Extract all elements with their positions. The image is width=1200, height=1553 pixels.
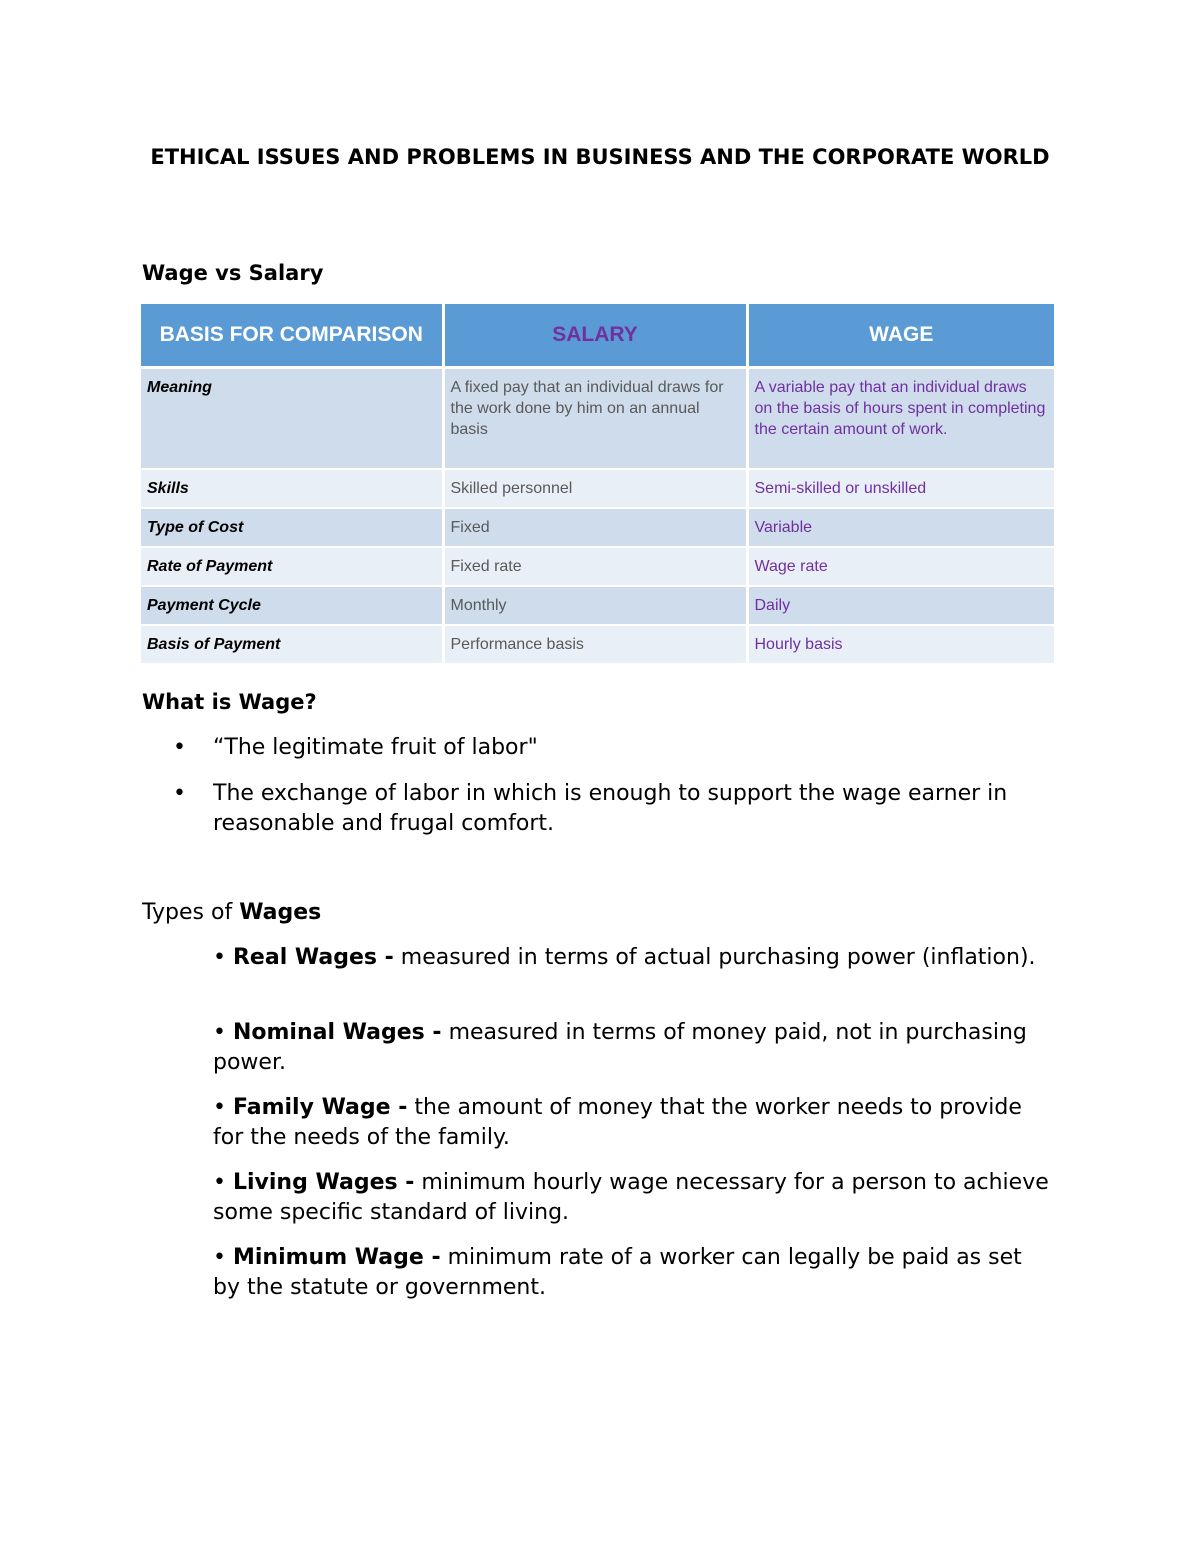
types-heading-prefix: Types of xyxy=(142,900,240,925)
bullet-icon: • xyxy=(213,1170,226,1195)
list-item xyxy=(213,1168,1053,1228)
wage-cell: Variable xyxy=(747,508,1054,547)
salary-cell: A fixed pay that an individual draws for the work done by him on an annual basis xyxy=(443,368,747,469)
type-term: Nominal Wages - xyxy=(232,1020,442,1045)
comparison-heading: Wage vs Salary xyxy=(142,261,324,285)
bullet-icon: • xyxy=(213,945,226,970)
list-item: “The legitimate fruit of labor" xyxy=(213,735,538,760)
list-item xyxy=(213,1093,1053,1153)
type-description: measured in terms of money paid, not in purchasing power. xyxy=(213,1020,1027,1075)
table-row xyxy=(141,625,1054,664)
type-description: the amount of money that the worker needs to provide for the needs of the family. xyxy=(213,1095,1022,1150)
type-term: Living Wages - xyxy=(232,1170,415,1195)
bullet-icon: • xyxy=(213,1245,226,1270)
salary-cell: Fixed rate xyxy=(443,547,747,586)
table-header-row xyxy=(141,304,1054,368)
list-item xyxy=(213,943,1053,973)
types-heading xyxy=(142,898,321,928)
basis-cell: Basis of Payment xyxy=(141,625,443,664)
type-term: Family Wage - xyxy=(232,1095,408,1120)
salary-cell: Skilled personnel xyxy=(443,469,747,508)
wage-cell: Hourly basis xyxy=(747,625,1054,664)
types-heading-bold: Wages xyxy=(239,900,322,925)
header-wage: WAGE xyxy=(747,304,1054,368)
basis-cell: Meaning xyxy=(141,368,443,469)
list-item: The exchange of labor in which is enough to support the wage earner in reasonable and frugal comfort. xyxy=(213,781,1008,836)
list-item xyxy=(213,1018,1053,1078)
list-item xyxy=(213,1243,1053,1303)
bullet-icon: • xyxy=(173,781,186,806)
table-row xyxy=(141,586,1054,625)
what-is-wage-heading: What is Wage? xyxy=(142,690,317,714)
table-row xyxy=(141,547,1054,586)
document-title: ETHICAL ISSUES AND PROBLEMS IN BUSINESS AND THE CORPORATE WORLD xyxy=(150,145,1050,169)
type-term: Minimum Wage - xyxy=(232,1245,441,1270)
type-description: minimum hourly wage necessary for a person to achieve some specific standard of living. xyxy=(213,1170,1049,1225)
type-term: Real Wages - xyxy=(232,945,394,970)
table-row xyxy=(141,368,1054,469)
type-description: minimum rate of a worker can legally be paid as set by the statute or government. xyxy=(213,1245,1022,1300)
basis-cell: Payment Cycle xyxy=(141,586,443,625)
wage-cell: Wage rate xyxy=(747,547,1054,586)
bullet-icon: • xyxy=(173,735,186,760)
table-row xyxy=(141,508,1054,547)
table-row xyxy=(141,469,1054,508)
bullet-icon: • xyxy=(213,1020,226,1045)
comparison-table xyxy=(141,304,1054,665)
salary-cell: Monthly xyxy=(443,586,747,625)
basis-cell: Skills xyxy=(141,469,443,508)
wage-cell: Daily xyxy=(747,586,1054,625)
salary-cell: Performance basis xyxy=(443,625,747,664)
header-salary: SALARY xyxy=(443,304,747,368)
type-description: measured in terms of actual purchasing power (inflation). xyxy=(393,945,1036,970)
salary-cell: Fixed xyxy=(443,508,747,547)
header-basis: BASIS FOR COMPARISON xyxy=(141,304,443,368)
wage-cell: Semi-skilled or unskilled xyxy=(747,469,1054,508)
basis-cell: Type of Cost xyxy=(141,508,443,547)
wage-cell: A variable pay that an individual draws on the basis of hours spent in completing the certain amount of work. xyxy=(747,368,1054,469)
basis-cell: Rate of Payment xyxy=(141,547,443,586)
bullet-icon: • xyxy=(213,1095,226,1120)
